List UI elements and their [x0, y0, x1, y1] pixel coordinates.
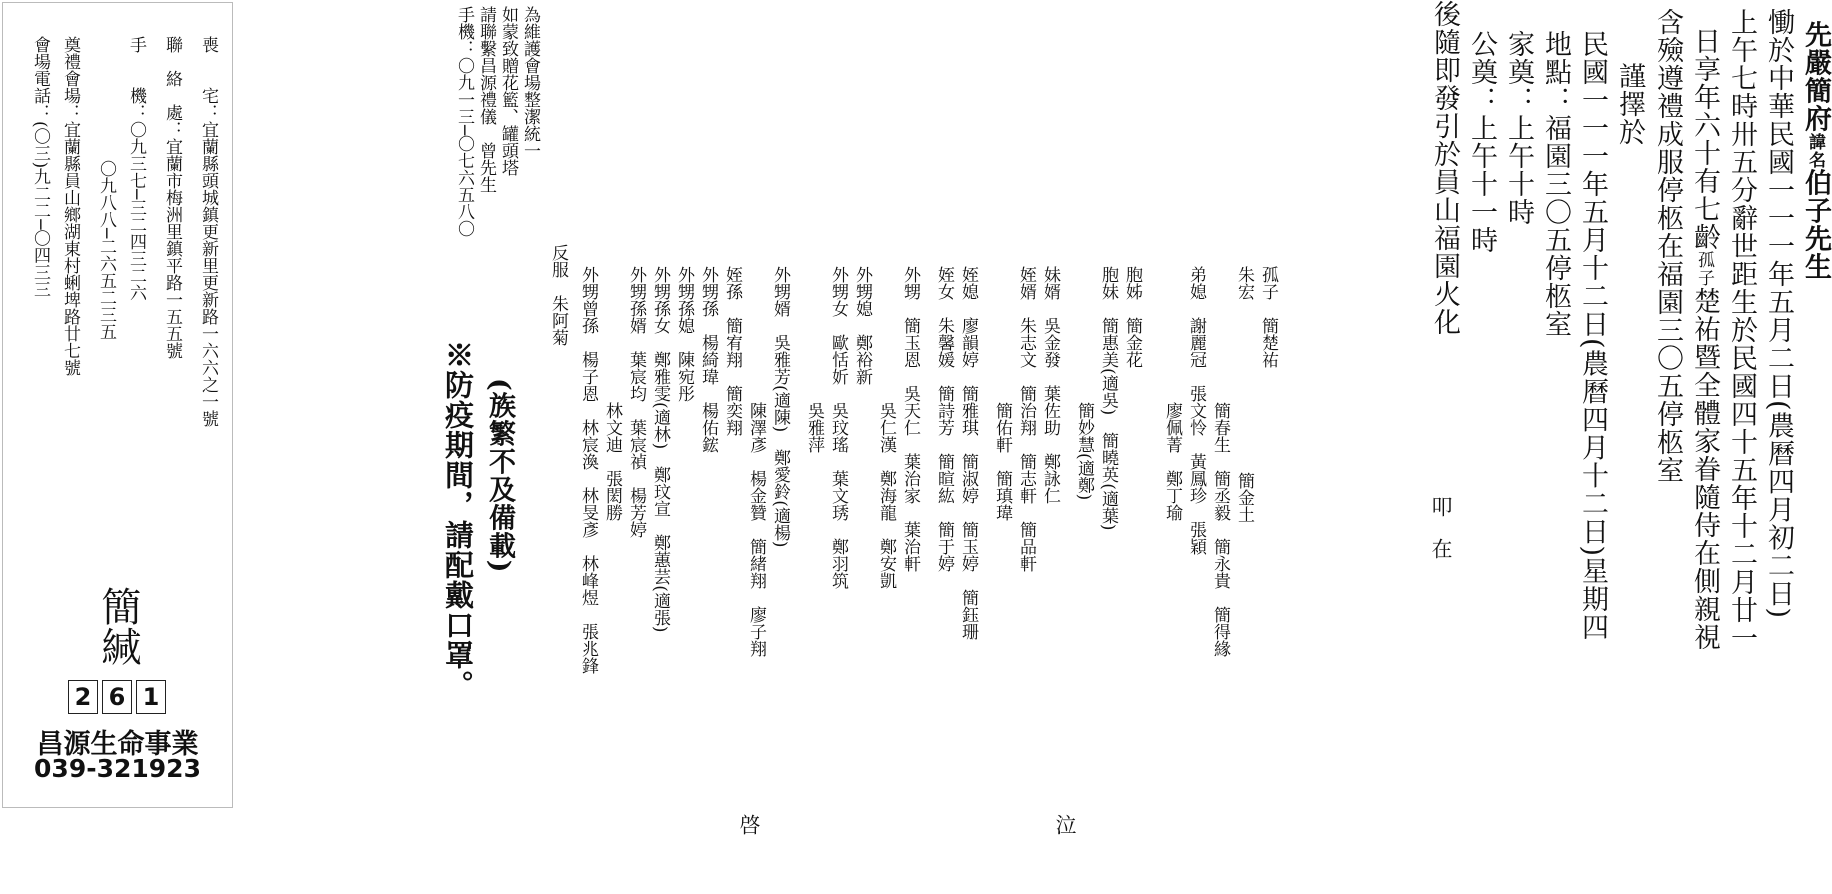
mourner-col-21: 陳澤彥 楊金贊 簡緒翔 廖子翔	[746, 402, 766, 657]
card-digit: 6	[102, 680, 132, 714]
contact-home: 喪 宅：宜蘭縣頭城鎮更新里更新路一六六之一號	[198, 36, 218, 427]
mourner-col-27: 林文迪 張閎勝	[602, 402, 622, 521]
notice-location: 地點：福園三〇五停柩室	[1540, 30, 1571, 338]
mourner-col-15: 外甥 簡玉恩 吳天仁 葉治家 葉治軒	[900, 266, 920, 572]
contact-mobile-2: 〇九八八─二六五二三五	[96, 160, 116, 341]
notice-public-rite: 公奠：上午十一時	[1466, 30, 1497, 254]
notice-line-4: 日享年六十有七齡孤子楚祐暨全體家眷隨侍在側親視	[1689, 27, 1720, 652]
notice-family-rite: 家奠：上午十時	[1503, 30, 1534, 226]
mourner-col-8: 胞妹 簡惠美(適吳) 簡曉英(適葉)	[1098, 266, 1118, 531]
card-digit: 1	[136, 680, 166, 714]
mourner-col-29: 反服 朱阿菊	[548, 244, 568, 346]
card-title: 簡緘	[95, 586, 141, 666]
contact-venue: 奠禮會場：宜蘭縣員山鄉湖東村蜊埤路廿七號	[60, 36, 80, 376]
mourner-col-5: 弟媳 謝麗冠 張文怜 黃鳳珍 張穎	[1186, 266, 1206, 555]
mourner-col-2: 朱宏	[1234, 266, 1254, 300]
weep-mark: 泣	[1053, 814, 1077, 835]
contact-office: 聯 絡 處：宜蘭市梅洲里鎮平路一五五號	[162, 36, 182, 359]
card-number	[68, 680, 166, 714]
mourner-col-17: 外甥媳 鄭裕新	[852, 266, 872, 385]
mourner-col-28: 外甥曾孫 楊子恩 林宸渙 林旻彥 林峰煜 張兆鋒	[578, 266, 598, 674]
mourner-col-23: 外甥孫 楊綺瑋 楊佑鋐	[698, 266, 718, 453]
card-digit: 2	[68, 680, 98, 714]
notice-closing: 叩 在	[1429, 496, 1453, 559]
notice-line-5: 含殮遵禮成服停柩在福園三〇五停柩室	[1652, 8, 1683, 484]
mourner-col-22: 姪孫 簡宥翔 簡奕翔	[722, 266, 742, 436]
mourner-col-20: 外甥婿 吳雅芳(適陳) 鄭愛鈴(適楊)	[770, 266, 790, 548]
mourner-col-18: 外甥女 歐恬妡 吳玟瑤 葉文琇 鄭羽筑	[828, 266, 848, 589]
epidemic-notice: ※防疫期間，請配戴口罩。	[441, 340, 475, 700]
mourner-col-7: 胞姊 簡金花	[1122, 266, 1142, 368]
notice-line-3: 上午七時卅五分辭世距生於民國四十五年十二月廿一	[1726, 8, 1757, 652]
flower-note-4: 手機：〇九一三─〇七六五八〇	[454, 6, 474, 238]
mourner-col-1: 孤子 簡楚祐	[1258, 266, 1278, 368]
family-note: (族繁不及備載)	[484, 378, 515, 574]
flower-note-2: 如蒙致贈花籃、罐頭塔	[498, 6, 518, 176]
mourner-col-16: 吳仁漢 鄭海龍 鄭安凱	[876, 402, 896, 589]
mourner-col-10: 妹婿 吳金發 葉佐助 鄭詠仁	[1040, 266, 1060, 504]
notice-cremation: 後隨即發引於員山福園火化	[1429, 0, 1460, 336]
mourner-col-26: 外甥孫婿 葉宸均 葉宸禎 楊芳婷	[626, 266, 646, 538]
mourner-col-4: 簡春生 簡丞毅 簡永貴 簡得緣	[1210, 402, 1230, 657]
mourner-col-24: 外甥孫媳 陳宛彤	[674, 266, 694, 402]
flower-note-1: 為維護會場整潔統一	[520, 6, 540, 159]
notice-date: 民國一一一年五月十二日(農曆四月十二日)星期四	[1577, 30, 1608, 642]
flower-note-3: 請聯繫昌源禮儀 曾先生	[476, 6, 496, 193]
company-name: 昌源生命事業	[36, 729, 199, 760]
mourner-col-19: 吳雅萍	[804, 402, 824, 453]
mourner-col-9: 簡妙慧(適鄭)	[1074, 402, 1094, 501]
mourner-col-6: 廖佩菁 鄭丁瑜	[1162, 402, 1182, 521]
mourner-col-13: 姪媳 廖韻婷 簡雅琪 簡淑婷 簡玉婷 簡鈺珊	[958, 266, 978, 640]
mourner-col-11: 姪婿 朱志文 簡治翔 簡志軒 簡品軒	[1016, 266, 1036, 572]
mourner-col-12: 簡佑軒 簡瑱瑋	[992, 402, 1012, 521]
mourner-col-3: 簡金土	[1234, 472, 1254, 523]
notice-line-6: 謹擇於	[1614, 62, 1645, 146]
notice-line-2: 慟於中華民國一一一年五月二日(農曆四月初二日)	[1763, 8, 1794, 620]
contact-mobile: 手 機：〇九三七─三二四三二六	[126, 36, 146, 302]
mourner-col-14: 姪女 朱馨媛 簡詩芳 簡暄紘 簡于婷	[934, 266, 954, 572]
contact-venue-phone: 會場電話：(〇三)九二二─〇四三三	[30, 36, 50, 298]
deceased-title: 先嚴簡府諱名伯子先生	[1800, 20, 1831, 281]
mourner-col-25: 外甥孫女 鄭雅雯(適林) 鄭玟宣 鄭蕙芸(適張)	[650, 266, 670, 633]
announce-mark: 啓	[737, 814, 761, 835]
company-phone: 039-321923	[34, 754, 201, 783]
